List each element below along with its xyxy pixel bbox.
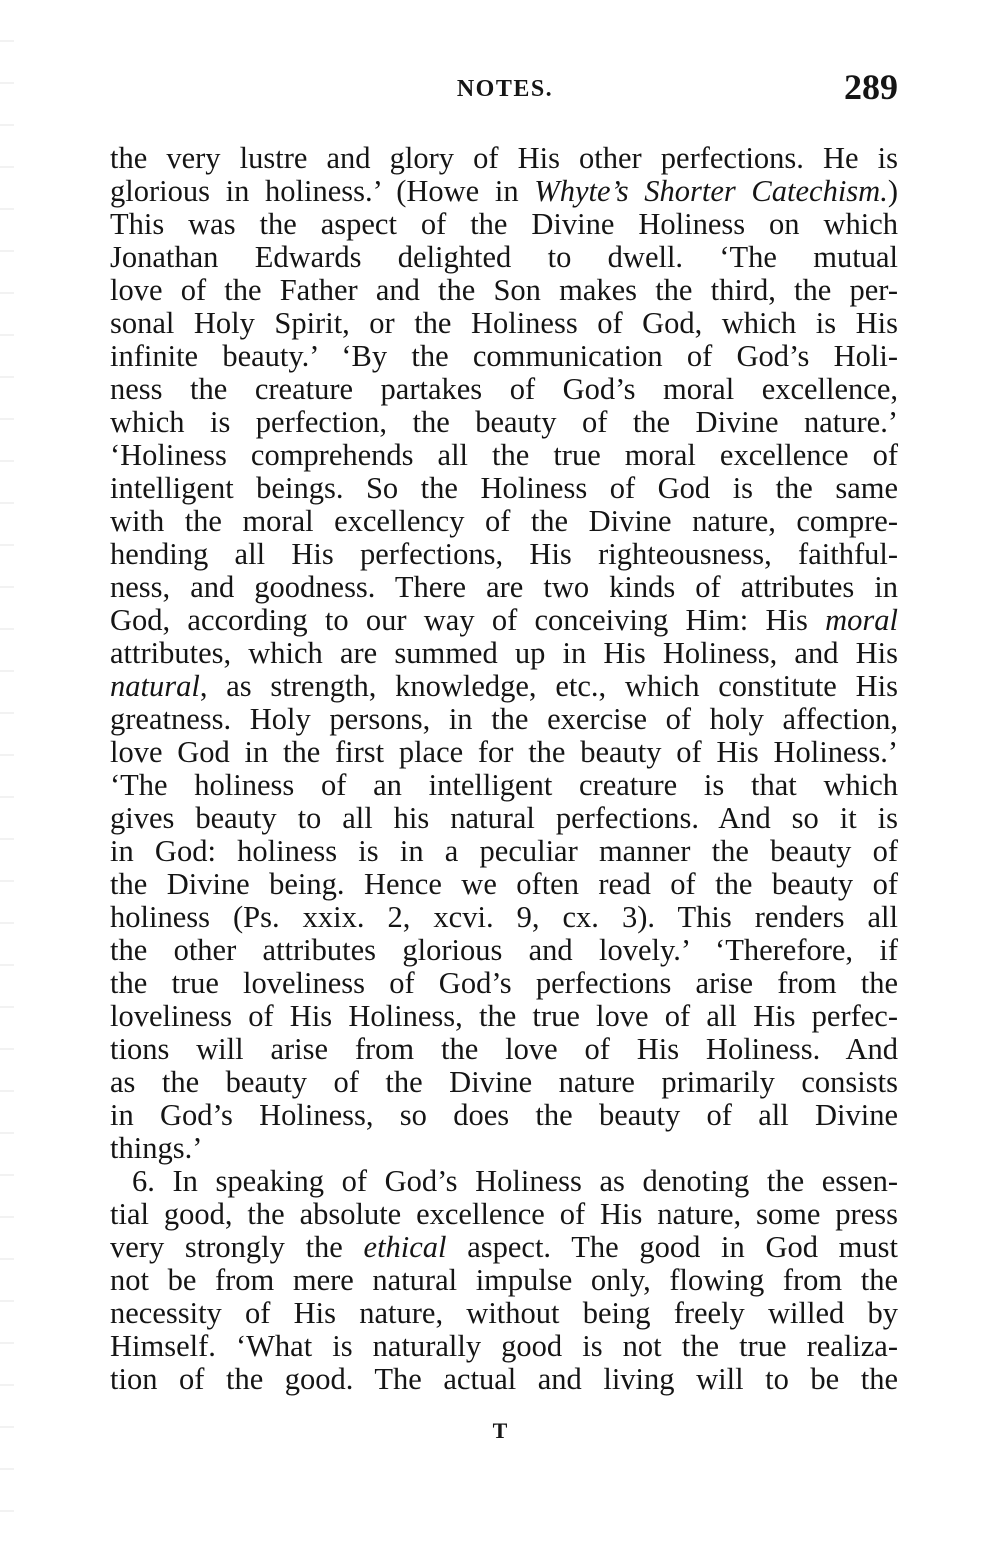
text-line: love of the Father and the Son makes the third, the per- bbox=[110, 273, 898, 307]
italic-text: Whyte’s Shorter Catechism. bbox=[534, 174, 888, 208]
page-number: 289 bbox=[844, 67, 898, 107]
text-line: God, according to our way of conceiving Him: His moral bbox=[110, 603, 898, 637]
text-line: This was the aspect of the Divine Holiness on which bbox=[110, 207, 898, 241]
text-line: ‘The holiness of an intelligent creature is that which bbox=[110, 768, 898, 802]
text-line: Himself. ‘What is naturally good is not the true realiza- bbox=[110, 1329, 898, 1363]
text-line: love God in the first place for the beauty of His Holiness.’ bbox=[110, 735, 898, 769]
text-line: natural, as strength, knowledge, etc., which constitute His bbox=[110, 669, 898, 703]
text-line: necessity of His nature, without being freely willed by bbox=[110, 1296, 898, 1330]
text-line: ‘Holiness comprehends all the true moral excellence of bbox=[110, 438, 898, 472]
text-line: tions will arise from the love of His Holiness. And bbox=[110, 1032, 898, 1066]
text-line: the other attributes glorious and lovely.’ ‘Therefore, if bbox=[110, 933, 898, 967]
text-line: the true loveliness of God’s perfections arise from the bbox=[110, 966, 898, 1000]
text-line: glorious in holiness.’ (Howe in Whyte’s Shorter Catechism.) bbox=[110, 174, 898, 208]
text-line: very strongly the ethical aspect. The good in God must bbox=[110, 1230, 898, 1264]
text-line: 6. In speaking of God’s Holiness as denoting the essen- bbox=[132, 1164, 898, 1198]
text-line: holiness (Ps. xxix. 2, xcvi. 9, cx. 3). This renders all bbox=[110, 900, 898, 934]
italic-text: natural bbox=[110, 669, 200, 703]
text-line: ness, and goodness. There are two kinds of attributes in bbox=[110, 570, 898, 604]
text-line: not be from mere natural impulse only, flowing from the bbox=[110, 1263, 898, 1297]
text-line: the Divine being. Hence we often read of the beauty of bbox=[110, 867, 898, 901]
page-title: NOTES. bbox=[456, 76, 554, 102]
text-line: with the moral excellency of the Divine nature, compre- bbox=[110, 504, 898, 538]
text-line: hending all His perfections, His righteousness, faithful- bbox=[110, 537, 898, 571]
text-line: in God’s Holiness, so does the beauty of all Divine bbox=[110, 1098, 898, 1132]
text-line: tion of the good. The actual and living will to be the bbox=[110, 1362, 898, 1396]
text-line: loveliness of His Holiness, the true love of all His perfec- bbox=[110, 999, 898, 1033]
text-line: ness the creature partakes of God’s moral excellence, bbox=[110, 372, 898, 406]
text-line: intelligent beings. So the Holiness of God is the same bbox=[110, 471, 898, 505]
text-line: the very lustre and glory of His other perfections. He is bbox=[110, 141, 898, 175]
text-line: as the beauty of the Divine nature primarily consists bbox=[110, 1065, 898, 1099]
italic-text: moral bbox=[825, 603, 898, 637]
text-line: in God: holiness is in a peculiar manner the beauty of bbox=[110, 834, 898, 868]
text-line: tial good, the absolute excellence of His nature, some press bbox=[110, 1197, 898, 1231]
text-line: greatness. Holy persons, in the exercise of holy affection, bbox=[110, 702, 898, 736]
signature-mark: T bbox=[492, 1418, 508, 1443]
text-line: which is perfection, the beauty of the Divine nature.’ bbox=[110, 405, 898, 439]
text-line: things.’ bbox=[110, 1131, 203, 1165]
text-line: infinite beauty.’ ‘By the communication of God’s Holi- bbox=[110, 339, 898, 373]
text-line: sonal Holy Spirit, or the Holiness of God, which is His bbox=[110, 306, 898, 340]
text-line: gives beauty to all his natural perfections. And so it is bbox=[110, 801, 898, 835]
text-line: attributes, which are summed up in His Holiness, and His bbox=[110, 636, 898, 670]
text-line: Jonathan Edwards delighted to dwell. ‘The mutual bbox=[110, 240, 898, 274]
running-head bbox=[110, 66, 900, 110]
page-edge bbox=[0, 0, 14, 1541]
body-text bbox=[110, 142, 898, 1396]
italic-text: ethical bbox=[363, 1230, 447, 1264]
